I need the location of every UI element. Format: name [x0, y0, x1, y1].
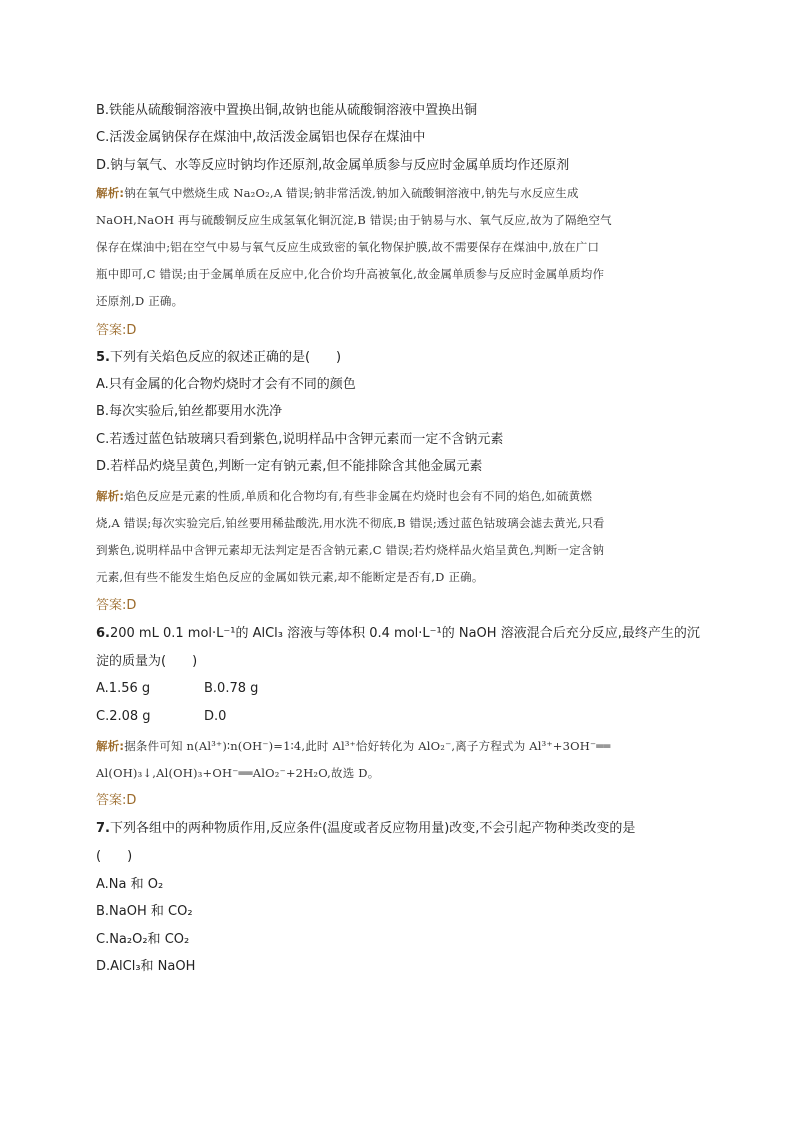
- q7-option-b: B.NaOH 和 CO₂: [96, 904, 193, 919]
- q6-stem-line-2: 淀的质量为( ): [96, 654, 198, 669]
- explanation-label: 解析:: [96, 739, 125, 753]
- q6-explanation-line-2: Al(OH)₃↓,Al(OH)₃+OH⁻══AlO₂⁻+2H₂O,故选 D。: [96, 766, 380, 780]
- q7-option-a: A.Na 和 O₂: [96, 877, 164, 892]
- q7-number: 7.: [96, 821, 110, 836]
- q5-number: 5.: [96, 350, 110, 365]
- q5-explanation-line-3: 到紫色,说明样品中含钾元素却无法判定是否含钠元素,C 错误;若灼烧样品火焰呈黄色,判断一定含钠: [96, 543, 605, 557]
- prev-explanation-line-4: 瓶中即可,C 错误;由于金属单质在反应中,化合价均升高被氧化,故金属单质参与反应时金属单质均作: [96, 267, 605, 281]
- prev-answer: 答案:D: [96, 323, 137, 338]
- q5-answer: 答案:D: [96, 598, 137, 613]
- prev-option-c: C.活泼金属钠保存在煤油中,故活泼金属铝也保存在煤油中: [96, 130, 426, 145]
- q6-options-row-2: [96, 708, 706, 726]
- q5-stem: 5.下列有关焰色反应的叙述正确的是( ): [96, 350, 342, 365]
- q7-stem-line-2: ( ): [96, 849, 133, 864]
- q5-option-a: A.只有金属的化合物灼烧时才会有不同的颜色: [96, 377, 356, 392]
- q5-option-c: C.若透过蓝色钴玻璃只看到紫色,说明样品中含钾元素而一定不含钠元素: [96, 432, 504, 447]
- q6-option-d: D.0: [204, 709, 227, 724]
- q7-stem-line-1: 7.下列各组中的两种物质作用,反应条件(温度或者反应物用量)改变,不会引起产物种类改变的是: [96, 821, 636, 836]
- prev-explanation-line-2: NaOH,NaOH 再与硫酸铜反应生成氢氧化铜沉淀,B 错误;由于钠易与水、氧气反应,故为了隔绝空气: [96, 213, 612, 227]
- q6-option-b: B.0.78 g: [204, 681, 259, 696]
- explanation-label: 解析:: [96, 186, 125, 200]
- q6-option-a: A.1.56 g: [96, 681, 151, 696]
- q5-option-d: D.若样品灼烧呈黄色,判断一定有钠元素,但不能排除含其他金属元素: [96, 459, 483, 474]
- q6-option-c: C.2.08 g: [96, 709, 151, 724]
- prev-explanation-line-3: 保存在煤油中;铝在空气中易与氧气反应生成致密的氧化物保护膜,故不需要保存在煤油中,放在广口: [96, 240, 600, 254]
- prev-option-b: B.铁能从硫酸铜溶液中置换出铜,故钠也能从硫酸铜溶液中置换出铜: [96, 103, 478, 118]
- q6-explanation-line-1: 解析:据条件可知 n(Al³⁺)∶n(OH⁻)=1∶4,此时 Al³⁺恰好转化为 AlO₂⁻,离子方程式为 Al³⁺+3OH⁻══: [96, 739, 611, 753]
- prev-option-d: D.钠与氧气、水等反应时钠均作还原剂,故金属单质参与反应时金属单质均作还原剂: [96, 158, 570, 173]
- q7-option-c: C.Na₂O₂和 CO₂: [96, 932, 190, 947]
- prev-explanation-line-5: 还原剂,D 正确。: [96, 294, 184, 308]
- q5-explanation-line-4: 元素,但有些不能发生焰色反应的金属如铁元素,却不能断定是否有,D 正确。: [96, 570, 484, 584]
- q6-stem-line-1: 6.200 mL 0.1 mol·L⁻¹的 AlCl₃ 溶液与等体积 0.4 mol·L⁻¹的 NaOH 溶液混合后充分反应,最终产生的沉: [96, 626, 700, 641]
- q6-number: 6.: [96, 626, 110, 641]
- prev-explanation-line-1: 解析:钠在氧气中燃烧生成 Na₂O₂,A 错误;钠非常活泼,钠加入硫酸铜溶液中,钠先与水反应生成: [96, 186, 579, 200]
- q5-explanation-line-2: 烧,A 错误;每次实验完后,铂丝要用稀盐酸洗,用水洗不彻底,B 错误;透过蓝色钴玻璃会滤去黄光,只看: [96, 516, 605, 530]
- q5-explanation-line-1: 解析:焰色反应是元素的性质,单质和化合物均有,有些非金属在灼烧时也会有不同的焰色,如硫黄燃: [96, 489, 593, 503]
- q6-answer: 答案:D: [96, 793, 137, 808]
- explanation-label: 解析:: [96, 489, 125, 503]
- q7-option-d: D.AlCl₃和 NaOH: [96, 959, 196, 974]
- q6-options-row-1: [96, 680, 706, 698]
- q5-option-b: B.每次实验后,铂丝都要用水洗净: [96, 404, 283, 419]
